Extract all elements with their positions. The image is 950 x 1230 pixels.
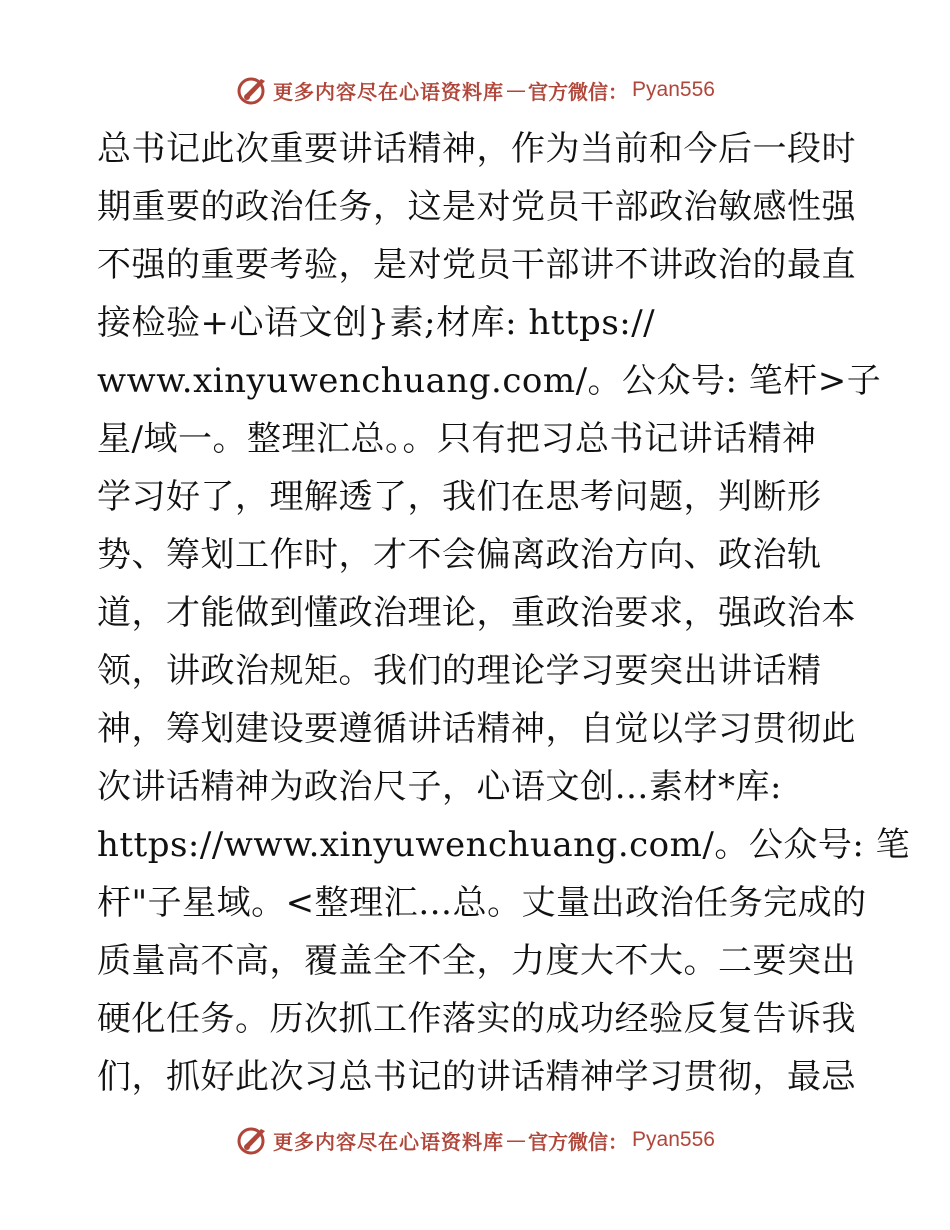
body-line: 势、筹划工作时，才不会偏离政治方向、政治轨 (97, 535, 822, 575)
banner-wechat-label: 官方微信： (528, 79, 629, 104)
brush-logo-icon (235, 1123, 269, 1157)
body-line: 次讲话精神为政治尺子，心语文创…素材*库: (97, 767, 782, 807)
body-line: https://www.xinyuwenchuang.com/。公众号: 笔 (97, 825, 911, 865)
banner-dash: — (506, 1128, 527, 1152)
body-line: 星/域一。整理汇总。。只有把习总书记讲话精神 (97, 419, 817, 459)
banner-wechat-id: Pyan556 (632, 1128, 715, 1151)
body-line: www.xinyuwenchuang.com/。公众号: 笔杆>子 (97, 361, 882, 401)
body-line: 道，才能做到懂政治理论，重政治要求，强政治本 (97, 593, 856, 633)
banner-wechat-label: 官方微信： (528, 1129, 629, 1154)
body-line: 学习好了，理解透了，我们在思考问题，判断形 (97, 477, 822, 517)
banner-dash: — (506, 78, 527, 102)
footer-banner (0, 1120, 950, 1160)
body-line: 总书记此次重要讲话精神，作为当前和今后一段时 (97, 129, 856, 169)
header-banner (0, 70, 950, 110)
banner-main-text: 更多内容尽在心语资料库 (273, 79, 505, 104)
brush-logo-icon (235, 73, 269, 107)
banner-wechat-id: Pyan556 (632, 78, 715, 101)
banner-main-text: 更多内容尽在心语资料库 (273, 1129, 505, 1154)
body-line: 杆"子星域。<整理汇…总。丈量出政治任务完成的 (97, 883, 867, 923)
body-line: 质量高不高，覆盖全不全，力度大不大。二要突出 (97, 941, 856, 981)
body-line: 们，抓好此次习总书记的讲话精神学习贯彻，最忌 (97, 1057, 856, 1097)
body-line: 神，筹划建设要遵循讲话精神，自觉以学习贯彻此 (97, 709, 856, 749)
body-line: 硬化任务。历次抓工作落实的成功经验反复告诉我 (97, 999, 856, 1039)
body-line: 领，讲政治规矩。我们的理论学习要突出讲话精 (97, 651, 822, 691)
document-body (97, 120, 911, 1106)
body-line: 接检验+心语文创}素;材库: https:// (97, 303, 656, 343)
body-line: 不强的重要考验，是对党员干部讲不讲政治的最直 (97, 245, 856, 285)
body-line: 期重要的政治任务，这是对党员干部政治敏感性强 (97, 187, 856, 227)
